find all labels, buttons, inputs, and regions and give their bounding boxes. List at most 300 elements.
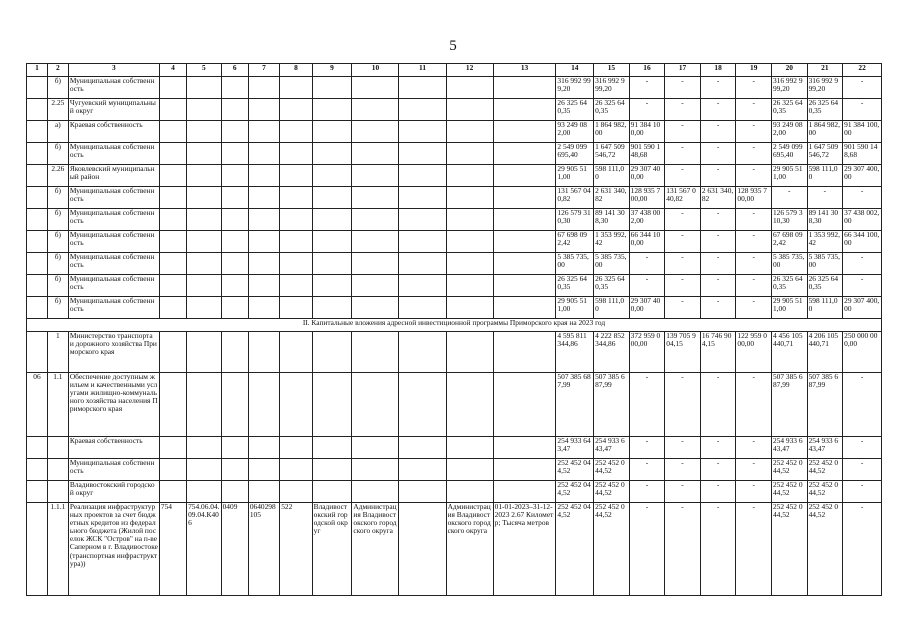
table-cell <box>312 77 352 99</box>
table-cell <box>248 231 279 253</box>
table-cell <box>27 165 48 187</box>
table-cell <box>248 121 279 143</box>
table-cell: 1.1.1 <box>47 503 68 596</box>
table-cell: 29 905 511,00 <box>556 297 594 319</box>
table-cell <box>352 481 399 503</box>
table-cell: - <box>665 275 701 297</box>
table-cell: 254 933 643,47 <box>556 437 594 459</box>
table-cell: 252 452 044,52 <box>594 503 630 596</box>
table-cell: - <box>700 481 736 503</box>
table-cell <box>280 332 312 373</box>
table-cell: 754.06.04.09.04.К406 <box>187 503 222 596</box>
table-cell: - <box>665 437 701 459</box>
table-cell <box>221 165 248 187</box>
table-cell <box>312 187 352 209</box>
table-cell <box>352 373 399 437</box>
table-cell: Реализация инфраструктурных проектов за счет бюджетных кредитов из федерального бюджета (Жилой поселок ЖСК "Остров" на п-ве Саперном в г. Владивостоке (транспортная инфраструктура)) <box>68 503 159 596</box>
table-cell <box>280 373 312 437</box>
table-cell <box>187 373 222 437</box>
table-cell: Чугуевский муниципальный округ <box>68 99 159 121</box>
table-cell <box>399 165 446 187</box>
column-header: 15 <box>594 64 630 77</box>
table-cell: 01-01-2023–31-12-2023 2.67 Километр; Тысяча метров <box>493 503 556 596</box>
table-cell: 26 325 640,35 <box>556 275 594 297</box>
table-cell <box>187 77 222 99</box>
table-cell <box>248 297 279 319</box>
table-cell: 131 567 040,82 <box>665 187 701 209</box>
table-cell: - <box>843 99 882 121</box>
table-cell: - <box>665 143 701 165</box>
table-cell: 131 567 040,82 <box>556 187 594 209</box>
table-cell: 507 385 687,99 <box>594 373 630 437</box>
column-header: 12 <box>446 64 493 77</box>
table-cell: б) <box>47 297 68 319</box>
table-cell: - <box>629 437 665 459</box>
table-cell: б) <box>47 77 68 99</box>
table-cell: Муниципальная собственность <box>68 231 159 253</box>
table-cell <box>446 231 493 253</box>
table-cell: Муниципальная собственность <box>68 77 159 99</box>
table-cell <box>312 253 352 275</box>
table-cell <box>47 459 68 481</box>
table-row <box>27 332 882 373</box>
table-cell <box>159 437 186 459</box>
table-row <box>27 209 882 231</box>
page-number: 5 <box>449 38 457 54</box>
column-header: 1 <box>27 64 48 77</box>
table-cell: 89 141 308,30 <box>594 209 630 231</box>
table-cell: 254 933 643,47 <box>771 437 807 459</box>
table-body <box>27 77 882 596</box>
table-cell <box>248 437 279 459</box>
table-cell <box>312 481 352 503</box>
table-cell <box>27 437 48 459</box>
table-cell: 754 <box>159 503 186 596</box>
table-cell: - <box>700 143 736 165</box>
table-cell <box>446 165 493 187</box>
table-cell <box>187 297 222 319</box>
table-cell <box>352 275 399 297</box>
section-title: II. Капитальные вложения адресной инвестиционной программы Приморского края на 2023 год <box>27 319 882 332</box>
table-cell <box>352 297 399 319</box>
table-cell <box>27 143 48 165</box>
table-cell <box>27 332 48 373</box>
table-cell <box>221 297 248 319</box>
table-cell <box>159 143 186 165</box>
column-header: 8 <box>280 64 312 77</box>
table-cell: 1 353 992,42 <box>594 231 630 253</box>
table-cell <box>280 437 312 459</box>
table-cell <box>280 459 312 481</box>
table-cell: 06 <box>27 373 48 437</box>
table-cell: - <box>843 503 882 596</box>
table-cell <box>221 143 248 165</box>
table-cell <box>352 209 399 231</box>
table-cell <box>221 121 248 143</box>
table-cell <box>159 209 186 231</box>
table-cell: Администрация Владивостокского городского округа <box>352 503 399 596</box>
table-cell <box>248 77 279 99</box>
table-cell: - <box>843 253 882 275</box>
table-cell <box>446 437 493 459</box>
table-cell: - <box>736 275 772 297</box>
column-header: 14 <box>556 64 594 77</box>
table-cell <box>248 165 279 187</box>
table-cell <box>493 143 556 165</box>
column-header: 5 <box>187 64 222 77</box>
table-cell <box>159 121 186 143</box>
table-cell: 91 384 100,00 <box>843 121 882 143</box>
table-cell: б) <box>47 209 68 231</box>
table-cell <box>187 209 222 231</box>
table-cell: 26 325 640,35 <box>807 99 843 121</box>
table-cell <box>248 253 279 275</box>
table-cell: 252 452 044,52 <box>556 481 594 503</box>
table-cell <box>446 373 493 437</box>
table-cell <box>399 209 446 231</box>
table-cell <box>312 143 352 165</box>
table-cell: - <box>843 187 882 209</box>
table-cell <box>493 187 556 209</box>
table-cell: - <box>736 231 772 253</box>
table-cell <box>493 373 556 437</box>
table-cell: Администрация Владивостокского городского округа <box>446 503 493 596</box>
table-cell <box>221 459 248 481</box>
table-cell: 26 325 640,35 <box>807 275 843 297</box>
table-cell <box>352 437 399 459</box>
column-header: 9 <box>312 64 352 77</box>
table-cell <box>493 99 556 121</box>
table-cell: 4 222 852 344,86 <box>594 332 630 373</box>
table-cell <box>399 77 446 99</box>
table-cell: 2 631 340,82 <box>594 187 630 209</box>
table-cell: - <box>843 77 882 99</box>
table-cell: 252 452 044,52 <box>556 459 594 481</box>
table-cell <box>493 275 556 297</box>
table-cell <box>493 209 556 231</box>
table-cell: - <box>629 459 665 481</box>
table-cell <box>159 77 186 99</box>
table-cell: 252 452 044,52 <box>594 481 630 503</box>
table-cell <box>159 481 186 503</box>
table-cell: 122 959 000,00 <box>736 332 772 373</box>
table-cell: 1 353 992,42 <box>807 231 843 253</box>
table-cell: 2 549 099 695,40 <box>771 143 807 165</box>
table-cell <box>187 99 222 121</box>
table-cell: 0409 <box>221 503 248 596</box>
column-header: 3 <box>68 64 159 77</box>
table-cell <box>280 121 312 143</box>
table-cell <box>399 332 446 373</box>
column-header: 20 <box>771 64 807 77</box>
column-header: 4 <box>159 64 186 77</box>
table-cell: б) <box>47 143 68 165</box>
table-cell <box>159 373 186 437</box>
table-cell: - <box>700 253 736 275</box>
table-cell: 5 385 735,00 <box>771 253 807 275</box>
table-row <box>27 231 882 253</box>
investment-program-table <box>26 63 882 596</box>
table-cell: Муниципальная собственность <box>68 187 159 209</box>
table-cell <box>159 253 186 275</box>
table-cell <box>47 481 68 503</box>
table-cell: 5 385 735,00 <box>594 253 630 275</box>
table-cell <box>27 231 48 253</box>
table-cell <box>352 187 399 209</box>
table-cell <box>399 481 446 503</box>
table-cell <box>221 231 248 253</box>
table-cell: Министерство транспорта и дорожного хозяйства Приморского края <box>68 332 159 373</box>
column-header: 6 <box>221 64 248 77</box>
table-cell: - <box>736 373 772 437</box>
table-cell <box>399 373 446 437</box>
table-cell: 29 905 511,00 <box>771 165 807 187</box>
table-cell: 252 452 044,52 <box>771 503 807 596</box>
table-cell: - <box>700 121 736 143</box>
table-cell: 507 385 687,99 <box>771 373 807 437</box>
table-cell <box>27 459 48 481</box>
table-cell: - <box>629 481 665 503</box>
table-cell: 26 325 640,35 <box>594 99 630 121</box>
table-cell <box>352 165 399 187</box>
table-cell: 252 452 044,52 <box>807 459 843 481</box>
table-cell: - <box>665 481 701 503</box>
table-cell: 67 698 092,42 <box>771 231 807 253</box>
table-cell: б) <box>47 231 68 253</box>
table-cell: 5 385 735,00 <box>556 253 594 275</box>
column-header: 7 <box>248 64 279 77</box>
table-cell: Обеспечение доступным жильем и качественными услугами жилищно-коммунального хозяйства населения Приморского края <box>68 373 159 437</box>
table-cell <box>493 165 556 187</box>
table-cell: - <box>807 187 843 209</box>
table-cell: 522 <box>280 503 312 596</box>
table-cell <box>187 459 222 481</box>
column-header: 22 <box>843 64 882 77</box>
table-cell: - <box>665 373 701 437</box>
table-cell: 598 111,00 <box>594 165 630 187</box>
column-header: 11 <box>399 64 446 77</box>
table-cell: а) <box>47 121 68 143</box>
table-row <box>27 121 882 143</box>
table-cell: 1 864 982,00 <box>807 121 843 143</box>
table-cell: 66 344 100,00 <box>629 231 665 253</box>
table-cell <box>280 165 312 187</box>
table-cell <box>27 481 48 503</box>
table-cell: 26 325 640,35 <box>771 275 807 297</box>
table-cell: б) <box>47 187 68 209</box>
table-cell <box>312 209 352 231</box>
table-cell: - <box>736 209 772 231</box>
table-cell: 2.25 <box>47 99 68 121</box>
table-cell <box>221 253 248 275</box>
table-cell: - <box>700 77 736 99</box>
table-cell: 29 905 511,00 <box>556 165 594 187</box>
table-cell <box>312 373 352 437</box>
table-cell <box>159 459 186 481</box>
table-cell <box>312 275 352 297</box>
table-cell <box>27 99 48 121</box>
table-cell: - <box>700 297 736 319</box>
table-cell <box>187 253 222 275</box>
table-cell: 1.1 <box>47 373 68 437</box>
table-cell <box>159 187 186 209</box>
table-cell: 26 325 640,35 <box>594 275 630 297</box>
table-cell: - <box>665 77 701 99</box>
table-cell: 1 647 509 546,72 <box>594 143 630 165</box>
table-cell <box>221 437 248 459</box>
table-cell <box>312 231 352 253</box>
column-header: 19 <box>736 64 772 77</box>
table-cell: Муниципальная собственность <box>68 297 159 319</box>
table-cell <box>312 165 352 187</box>
table-cell <box>280 187 312 209</box>
table-cell: Муниципальная собственность <box>68 253 159 275</box>
table-cell: - <box>736 503 772 596</box>
table-cell <box>312 437 352 459</box>
table-cell <box>248 275 279 297</box>
table-cell: - <box>736 253 772 275</box>
table-cell <box>312 332 352 373</box>
table-cell: 598 111,00 <box>594 297 630 319</box>
table-cell: 598 111,00 <box>807 165 843 187</box>
table-cell: Муниципальная собственность <box>68 209 159 231</box>
table-cell: Владивостокский городской округ <box>312 503 352 596</box>
table-cell <box>446 253 493 275</box>
table-cell: - <box>843 459 882 481</box>
table-cell: - <box>736 77 772 99</box>
table-cell <box>399 121 446 143</box>
table-cell <box>446 332 493 373</box>
table-cell <box>280 297 312 319</box>
table-cell: 372 959 000,00 <box>629 332 665 373</box>
table-cell: 67 698 092,42 <box>556 231 594 253</box>
column-header: 10 <box>352 64 399 77</box>
table-cell <box>159 231 186 253</box>
column-header: 17 <box>665 64 701 77</box>
table-cell: - <box>700 209 736 231</box>
table-cell <box>280 481 312 503</box>
table-cell: 252 452 044,52 <box>807 503 843 596</box>
table-cell: - <box>665 253 701 275</box>
table-cell: 316 992 999,20 <box>807 77 843 99</box>
table-cell <box>280 275 312 297</box>
table-cell <box>248 209 279 231</box>
table-cell <box>352 253 399 275</box>
table-cell <box>27 275 48 297</box>
table-cell <box>221 209 248 231</box>
table-cell <box>187 437 222 459</box>
table-cell: 901 590 148,68 <box>629 143 665 165</box>
table-cell: - <box>700 99 736 121</box>
table-cell: - <box>736 99 772 121</box>
table-cell: - <box>843 373 882 437</box>
table-cell <box>493 437 556 459</box>
table-cell <box>352 77 399 99</box>
table-cell: 37 438 002,00 <box>629 209 665 231</box>
table-cell: 93 249 082,00 <box>556 121 594 143</box>
table-cell: 29 307 400,00 <box>629 165 665 187</box>
table-cell <box>352 231 399 253</box>
table-cell <box>446 187 493 209</box>
table-cell: - <box>736 481 772 503</box>
table-cell <box>280 231 312 253</box>
table-cell: 128 935 700,00 <box>736 187 772 209</box>
table-cell: Краевая собственность <box>68 437 159 459</box>
table-cell <box>446 481 493 503</box>
table-cell <box>159 99 186 121</box>
table-cell <box>187 332 222 373</box>
column-header: 16 <box>629 64 665 77</box>
table-cell: 2.26 <box>47 165 68 187</box>
table-row <box>27 459 882 481</box>
table-cell: - <box>843 481 882 503</box>
table-cell <box>27 297 48 319</box>
table-cell: - <box>700 437 736 459</box>
table-cell: 254 933 643,47 <box>807 437 843 459</box>
table-cell: - <box>629 253 665 275</box>
table-cell <box>187 275 222 297</box>
column-header: 21 <box>807 64 843 77</box>
table-cell: 252 452 044,52 <box>807 481 843 503</box>
table-cell: - <box>665 209 701 231</box>
table-cell <box>221 481 248 503</box>
table-row <box>27 187 882 209</box>
table-cell <box>27 187 48 209</box>
table-cell <box>248 99 279 121</box>
table-cell: 598 111,00 <box>807 297 843 319</box>
table-cell: 93 249 082,00 <box>771 121 807 143</box>
table-cell: 5 385 735,00 <box>807 253 843 275</box>
table-cell: - <box>736 165 772 187</box>
table-cell <box>352 143 399 165</box>
table-cell <box>493 459 556 481</box>
table-cell <box>159 165 186 187</box>
table-cell: 1 647 509 546,72 <box>807 143 843 165</box>
table-cell <box>27 121 48 143</box>
table-cell <box>399 99 446 121</box>
table-cell <box>221 187 248 209</box>
table-cell: - <box>736 297 772 319</box>
table-cell: 4 456 105 440,71 <box>771 332 807 373</box>
table-cell <box>187 143 222 165</box>
table-cell: - <box>629 503 665 596</box>
table-cell <box>312 99 352 121</box>
table-cell: Краевая собственность <box>68 121 159 143</box>
table-row <box>27 99 882 121</box>
column-header: 13 <box>493 64 556 77</box>
table-cell: - <box>736 143 772 165</box>
table-cell <box>221 275 248 297</box>
table-cell: 37 438 002,00 <box>843 209 882 231</box>
table-cell: Муниципальная собственность <box>68 459 159 481</box>
table-cell: - <box>700 503 736 596</box>
table-cell: 89 141 308,30 <box>807 209 843 231</box>
table-row <box>27 143 882 165</box>
table-cell: 0640298105 <box>248 503 279 596</box>
table-cell <box>248 459 279 481</box>
table-cell <box>399 275 446 297</box>
table-cell <box>312 459 352 481</box>
table-cell: 26 325 640,35 <box>771 99 807 121</box>
table-cell <box>399 143 446 165</box>
table-cell: 507 385 687,99 <box>807 373 843 437</box>
column-header: 18 <box>700 64 736 77</box>
table-cell <box>187 187 222 209</box>
table-cell: 316 992 999,20 <box>594 77 630 99</box>
table-cell <box>399 459 446 481</box>
table-cell <box>280 209 312 231</box>
table-cell: 2 631 340,82 <box>700 187 736 209</box>
